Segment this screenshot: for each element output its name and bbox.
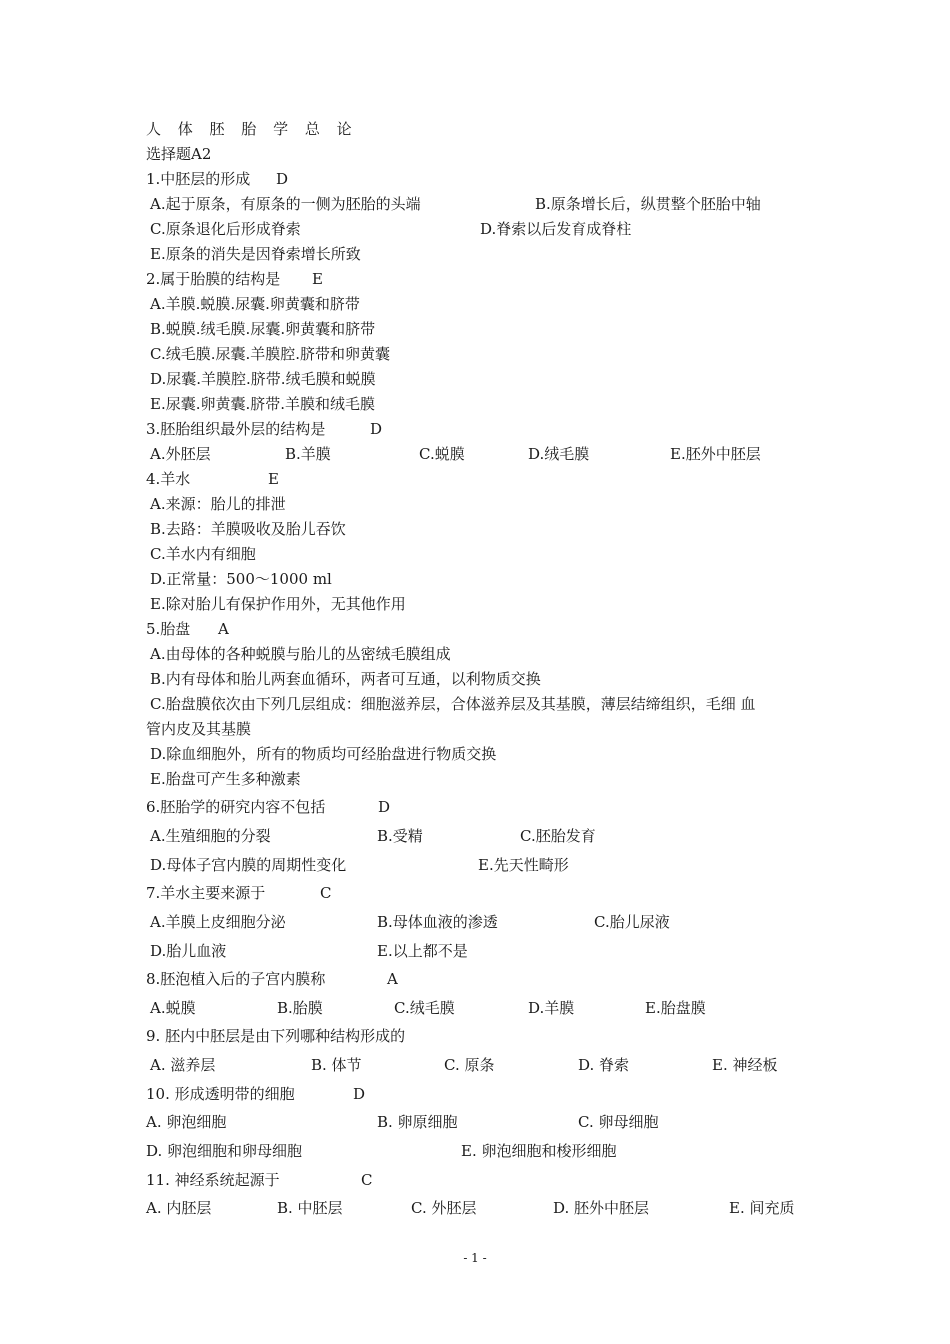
question-answer: D bbox=[378, 798, 391, 816]
question-answer: A bbox=[218, 620, 229, 638]
question-stem: 7.羊水主要来源于 bbox=[146, 884, 266, 902]
option: B.母体血液的渗透 bbox=[377, 913, 498, 931]
question-answer: E bbox=[312, 270, 323, 288]
question-stem: 3.胚胎组织最外层的结构是 bbox=[146, 420, 326, 438]
option: E.尿囊.卵黄囊.脐带.羊膜和绒毛膜 bbox=[150, 395, 376, 413]
option: C. 卵母细胞 bbox=[578, 1113, 659, 1131]
option: B.胎膜 bbox=[277, 999, 323, 1017]
question-answer: D bbox=[370, 420, 383, 438]
question-stem: 10. 形成透明带的细胞 bbox=[146, 1085, 295, 1103]
option: C. 外胚层 bbox=[411, 1199, 477, 1217]
question-answer: C bbox=[361, 1171, 373, 1189]
option: D.尿囊.羊膜腔.脐带.绒毛膜和蜕膜 bbox=[150, 370, 376, 388]
question-stem: 2.属于胎膜的结构是 bbox=[146, 270, 281, 288]
option: B. 卵原细胞 bbox=[377, 1113, 458, 1131]
option: B.蜕膜.绒毛膜.尿囊.卵黄囊和脐带 bbox=[150, 320, 376, 338]
option: B. 体节 bbox=[311, 1056, 362, 1074]
question-stem: 5.胎盘 bbox=[146, 620, 191, 638]
option: A. 卵泡细胞 bbox=[146, 1113, 227, 1131]
option: C.绒毛膜 bbox=[394, 999, 455, 1017]
option: C.胎儿尿液 bbox=[594, 913, 670, 931]
option: A.蜕膜 bbox=[150, 999, 196, 1017]
option: D.脊索以后发育成脊柱 bbox=[480, 220, 632, 238]
question-stem: 9. 胚内中胚层是由下列哪种结构形成的 bbox=[146, 1027, 406, 1045]
option: E. 间充质 bbox=[729, 1199, 795, 1217]
option: E. 神经板 bbox=[712, 1056, 778, 1074]
question-answer: A bbox=[387, 970, 398, 988]
question-stem: 11. 神经系统起源于 bbox=[146, 1171, 280, 1189]
option: D. 卵泡细胞和卵母细胞 bbox=[146, 1142, 303, 1160]
option: E.胎盘膜 bbox=[645, 999, 706, 1017]
option: B.内有母体和胎儿两套血循环，两者可互通，以利物质交换 bbox=[150, 670, 541, 688]
page-number: - 1 - bbox=[463, 1251, 487, 1265]
option: E.以上都不是 bbox=[377, 942, 468, 960]
question-answer: D bbox=[353, 1085, 366, 1103]
question-answer: D bbox=[276, 170, 289, 188]
option: D.羊膜 bbox=[528, 999, 575, 1017]
question-answer: E bbox=[268, 470, 279, 488]
option: D.正常量：500～1000 ml bbox=[150, 570, 332, 588]
option: A.外胚层 bbox=[150, 445, 211, 463]
question-stem: 8.胚泡植入后的子宫内膜称 bbox=[146, 970, 326, 988]
option: A.羊膜上皮细胞分泌 bbox=[150, 913, 286, 931]
option: C.胎盘膜依次由下列几层组成：细胞滋养层，合体滋养层及其基膜，薄层结缔组织，毛细 血 bbox=[150, 695, 756, 713]
question-stem: 1.中胚层的形成 bbox=[146, 170, 251, 188]
option: A. 滋养层 bbox=[150, 1056, 216, 1074]
option: C.羊水内有细胞 bbox=[150, 545, 256, 563]
option: B. 中胚层 bbox=[277, 1199, 343, 1217]
option: B.羊膜 bbox=[285, 445, 331, 463]
option: B.原条增长后，纵贯整个胚胎中轴 bbox=[535, 195, 761, 213]
option: E.除对胎儿有保护作用外，无其他作用 bbox=[150, 595, 406, 613]
option: E.胚外中胚层 bbox=[670, 445, 761, 463]
question-answer: C bbox=[320, 884, 332, 902]
option: E.胎盘可产生多种激素 bbox=[150, 770, 301, 788]
option: D.绒毛膜 bbox=[528, 445, 590, 463]
option: D.胎儿血液 bbox=[150, 942, 227, 960]
option: A. 内胚层 bbox=[146, 1199, 212, 1217]
option: C.绒毛膜.尿囊.羊膜腔.脐带和卵黄囊 bbox=[150, 345, 391, 363]
option: A.起于原条，有原条的一侧为胚胎的头端 bbox=[150, 195, 421, 213]
option: D.除血细胞外，所有的物质均可经胎盘进行物质交换 bbox=[150, 745, 497, 763]
option: E.原条的消失是因脊索增长所致 bbox=[150, 245, 361, 263]
option: E.先天性畸形 bbox=[478, 856, 569, 874]
option: D. 胚外中胚层 bbox=[553, 1199, 650, 1217]
question-stem: 6.胚胎学的研究内容不包括 bbox=[146, 798, 326, 816]
question-stem: 4.羊水 bbox=[146, 470, 191, 488]
option-continuation: 管内皮及其基膜 bbox=[146, 720, 252, 738]
option: C.原条退化后形成脊索 bbox=[150, 220, 301, 238]
section-heading: 选择题A2 bbox=[146, 145, 212, 163]
option: B.去路：羊膜吸收及胎儿吞饮 bbox=[150, 520, 346, 538]
option: B.受精 bbox=[377, 827, 423, 845]
option: D. 脊索 bbox=[578, 1056, 630, 1074]
option: C.蜕膜 bbox=[419, 445, 465, 463]
option: A.来源：胎儿的排泄 bbox=[150, 495, 286, 513]
option: D.母体子宫内膜的周期性变化 bbox=[150, 856, 347, 874]
option: C.胚胎发育 bbox=[520, 827, 596, 845]
option: E. 卵泡细胞和梭形细胞 bbox=[461, 1142, 617, 1160]
option: A.羊膜.蜕膜.尿囊.卵黄囊和脐带 bbox=[150, 295, 360, 313]
option: A.由母体的各种蜕膜与胎儿的丛密绒毛膜组成 bbox=[150, 645, 451, 663]
document-title: 人 体 胚 胎 学 总 论 bbox=[146, 120, 358, 138]
option: A.生殖细胞的分裂 bbox=[150, 827, 271, 845]
option: C. 原条 bbox=[444, 1056, 495, 1074]
